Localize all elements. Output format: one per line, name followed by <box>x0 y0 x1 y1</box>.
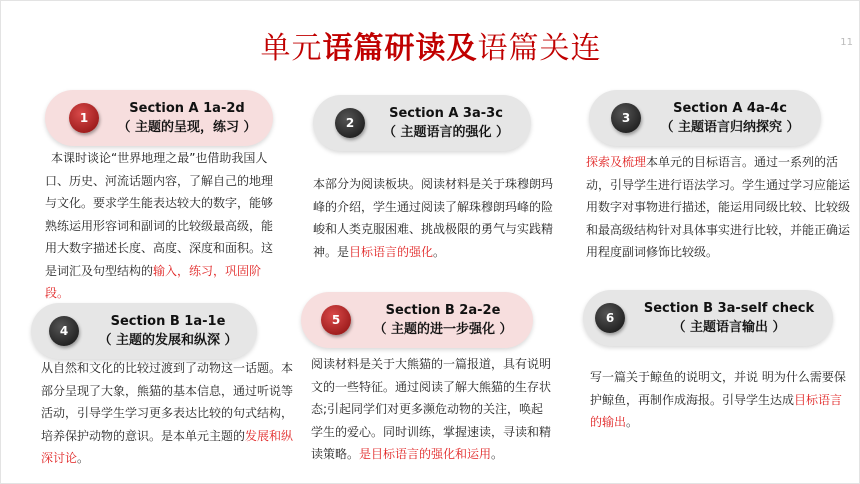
section-6-body-end: 。 <box>626 415 639 429</box>
page-number: 11 <box>840 37 853 48</box>
section-1-subtitle: （ 主题的呈现，练习 ） <box>117 120 257 135</box>
section-1-heading <box>107 99 267 137</box>
section-5-subtitle: （ 主题的进一步强化 ） <box>373 322 513 337</box>
section-6-highlight: 目标语言的输出 <box>590 392 843 429</box>
section-4-title: Section B 1a-1e <box>110 314 226 329</box>
section-6-text <box>590 366 852 434</box>
section-4-subtitle: （ 主题的发展和纵深 ） <box>98 333 238 348</box>
section-2-title: Section A 3a-3c <box>389 106 503 121</box>
section-5-header <box>301 292 533 348</box>
section-1-title: Section A 1a-2d <box>129 101 245 116</box>
section-6-subtitle: （ 主题语言输出 ） <box>672 320 786 335</box>
section-4-highlight: 发展和纵深讨论 <box>41 428 294 465</box>
section-2-badge: 2 <box>335 108 365 138</box>
section-5-title: Section B 2a-2e <box>385 303 501 318</box>
section-4-body-end: 。 <box>77 451 90 465</box>
title-part1: 单元 <box>260 31 323 66</box>
section-5-body: 阅读材料是关于大熊猫的一篇报道，具有说明文的一些特征。通过阅读了解大熊猫的生存状态;引起同学们对更多濒危动物的关注，唤起学生的爱心。同时训练，掌握速读，寻读和精读策略。 <box>311 357 552 461</box>
section-6-badge: 6 <box>595 303 625 333</box>
section-4-badge: 4 <box>49 316 79 346</box>
section-3-badge: 3 <box>611 103 641 133</box>
section-4-header <box>31 303 257 359</box>
title-part2: 语篇研读及 <box>322 31 478 66</box>
section-3-title: Section A 4a-4c <box>673 101 787 116</box>
section-2-highlight: 目标语言的强化 <box>349 244 434 259</box>
section-5-badge: 5 <box>321 305 351 335</box>
section-6-body: 写一篇关于鲸鱼的说明文，并说 明为什么需要保护鲸鱼，再制作成海报。引导学生达成 <box>590 370 846 407</box>
section-2-text <box>313 173 553 263</box>
section-1-header <box>45 90 273 146</box>
section-4-text <box>41 357 295 470</box>
section-1-badge: 1 <box>69 103 99 133</box>
section-2-subtitle: （ 主题语言的强化 ） <box>382 125 510 140</box>
section-4-heading <box>85 312 251 350</box>
section-3-text <box>586 151 852 264</box>
slide-title <box>1 23 860 67</box>
section-3-header <box>589 90 821 146</box>
section-2-heading <box>371 104 521 142</box>
section-5-body-end: 。 <box>491 447 504 461</box>
section-3-subtitle: （ 主题语言归纳探究 ） <box>660 120 800 135</box>
section-6-title: Section B 3a-self check <box>643 301 815 316</box>
title-part3: 语篇关连 <box>477 31 602 66</box>
section-6-header <box>583 290 833 346</box>
section-2-body-end: 。 <box>433 244 446 259</box>
section-5-text <box>311 353 555 466</box>
section-3-body: 本单元的目标语言。通过一系列的活动，引导学生进行语法学习。学生通过学习应能运用数字对事物进行描述，能运用同级比较、比较级和最高级结构针对具体事实进行比较，并能正确运用程度副词修饰比较级。 <box>586 155 851 259</box>
section-4-body: 从自然和文化的比较过渡到了动物这一话题。本部分呈现了大象，熊猫的基本信息，通过听说等活动，引导学生学习更多表达比较的句式结构，培养保护动物的意识。是本单元主题的 <box>41 361 294 443</box>
section-1-text <box>45 147 281 305</box>
section-5-heading <box>359 301 527 339</box>
section-2-header <box>313 95 531 151</box>
section-2-body: 本部分为阅读板块。阅读材料是关于珠穆朗玛峰的介绍，学生通过阅读了解珠穆朗玛峰的险峻和人类克服困难、挑战极限的勇气与实践精神。是 <box>313 177 554 259</box>
section-1-body: 本课时谈论“世界地理之最”也借助我国人口、历史、河流话题内容，了解自己的地理与文化。要求学生能表达较大的数字，能够熟练运用形容词和副词的比较级最高级，能用大数字描述长度、高度、深度和面积。这是词汇及句型结构的 <box>45 151 274 278</box>
section-6-heading <box>633 299 825 337</box>
section-3-highlight: 探索及梳理 <box>586 155 647 169</box>
section-5-highlight: 是目标语言的强化和运用 <box>359 447 492 461</box>
section-1-highlight: 输入，练习，巩固阶段。 <box>45 263 262 300</box>
section-3-heading <box>647 99 813 137</box>
